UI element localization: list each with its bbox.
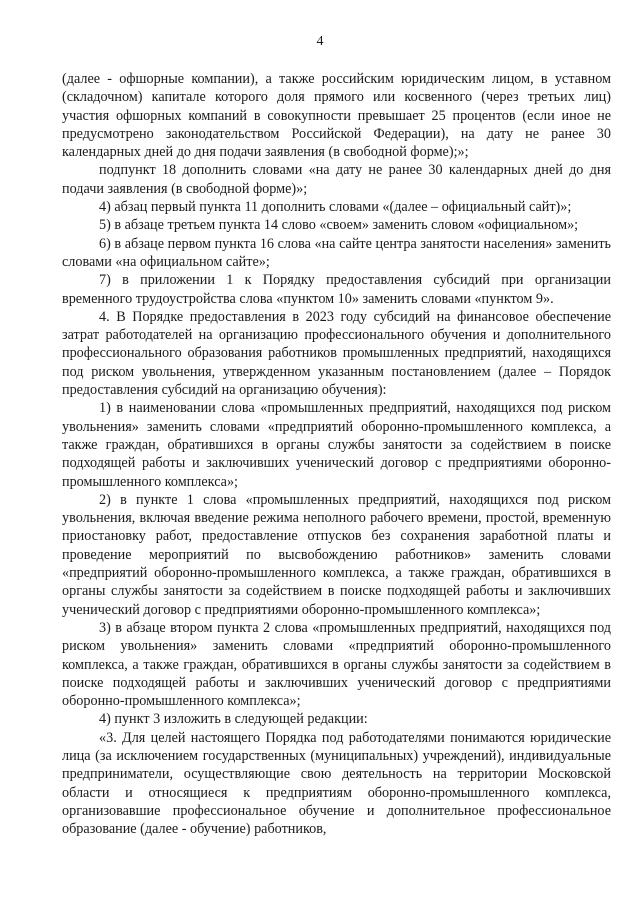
document-body: [62, 70, 611, 838]
paragraph-point-3-new-text: «3. Для целей настоящего Порядка под работодателями понимаются юридические лица (за исключением государственных (муниципальных) учреждений), индивидуальные предприниматели, осуществляющие свою деятельность на территории Московской области и относящиеся к предприятиям оборонно-промышленного комплекса, организовавшие профессиональное обучение и дополнительное профессиональное образование (далее - обучение) работников,: [62, 729, 611, 838]
paragraph-offshore-continuation: (далее - офшорные компании), а также российским юридическим лицом, в уставном (складочном) капитале которого доля прямого или косвенного (через третьих лиц) участия офшорных компаний в совокупности превышает 25 процентов (если иное не предусмотрено законодательством Российской Федерации), на дату не ранее 30 календарных дней до дня подачи заявления (в свободной форме);»;: [62, 71, 611, 161]
paragraph-section-4: 4. В Порядке предоставления в 2023 году субсидий на финансовое обеспечение затрат работодателей на организацию профессионального обучения и дополнительного профессионального образования работников промышленных предприятий, находящихся под риском увольнения, утвержденном указанным постановлением (далее – Порядок предоставления субсидий на организацию обучения):: [62, 308, 611, 399]
paragraph-item-7: 7) в приложении 1 к Порядку предоставления субсидий при организации временного трудоустройства слова «пунктом 10» заменить словами «пунктом 9».: [62, 272, 611, 307]
paragraph-item-5: 5) в абзаце третьем пункта 14 слово «своем» заменить словом «официальном»;: [99, 217, 579, 234]
page-number: 4: [316, 34, 324, 49]
paragraph-subitem-18: подпункт 18 дополнить словами «на дату не ранее 30 календарных дней до дня подачи заявления (в свободной форме)»;: [62, 162, 611, 197]
paragraph-section-4-item-4: 4) пункт 3 изложить в следующей редакции:: [99, 711, 368, 728]
paragraph-section-4-item-2: 2) в пункте 1 слова «промышленных предприятий, находящихся под риском увольнения, включая введение режима неполного рабочего времени, простой, временную приостановку работ, предоставление отпусков без сохранения заработной платы и проведение мероприятий по высвобождению работников» заменить словами «предприятий оборонно-промышленного комплекса, а также граждан, обратившихся в органы службы занятости за содействием в поиске подходящей работы и заключивших ученический договор с предприятиями оборонно-промышленного комплекса»;: [62, 491, 611, 618]
paragraph-item-6: 6) в абзаце первом пункта 16 слова «на сайте центра занятости населения» заменить словами «на официальном сайте»;: [62, 235, 611, 270]
paragraph-item-4: 4) абзац первый пункта 11 дополнить словами «(далее – официальный сайт)»;: [99, 199, 572, 216]
paragraph-section-4-item-1: 1) в наименовании слова «промышленных предприятий, находящихся под риском увольнения» заменить словами «предприятий оборонно-промышленного комплекса, а также граждан, обратившихся в органы службы занятости за содействием в поиске подходящей работы и заключивших ученический договор с предприятиями оборонно-промышленного комплекса»;: [62, 400, 611, 490]
paragraph-section-4-item-3: 3) в абзаце втором пункта 2 слова «промышленных предприятий, находящихся под риском увольнения» заменить словами «предприятий оборонно-промышленного комплекса, а также граждан, обратившихся в органы службы занятости за содействием в поиске подходящей работы и заключивших ученический договор с предприятиями оборонно-промышленного комплекса»;: [62, 619, 611, 710]
